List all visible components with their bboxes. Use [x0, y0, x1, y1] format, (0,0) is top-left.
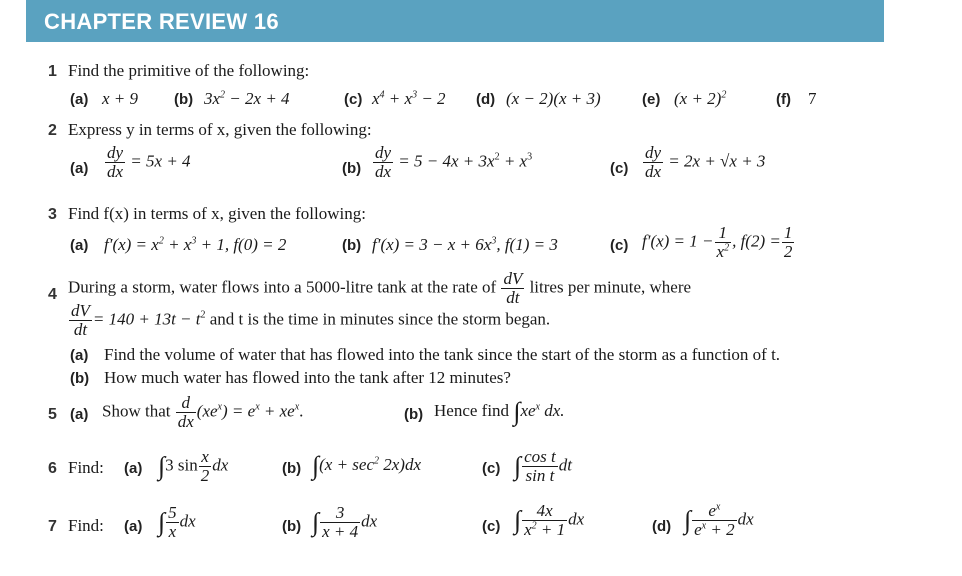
q4-b-text: How much water has flowed into the tank after 12 minutes?	[104, 368, 511, 387]
q6-b-expr: $\int(x + \sec^2 2x)dx$	[312, 451, 422, 480]
q4-a-label: (a)	[70, 347, 89, 364]
q2-number: 2	[48, 122, 57, 139]
q7-b-label: (b)	[282, 518, 302, 535]
q5-b-expr: Hence find $\int xe^x$ dx.	[434, 397, 565, 426]
q3-b-label: (b)	[342, 237, 362, 254]
q6-find: Find:	[68, 458, 104, 477]
q2-b-label: (b)	[342, 160, 362, 177]
q7-find: Find:	[68, 516, 104, 535]
q1-f-label: (f)	[776, 91, 791, 108]
q7-c-expr: ∫ $\frac{4x}{x^2 + 1}$ dx	[514, 501, 585, 539]
q7-d-expr: ∫ $\frac{e^x}{e^x + 2}$ dx	[684, 501, 754, 539]
q1-f-expr: 7	[808, 89, 817, 108]
q1-b-expr: $3x^2 - 2x + 4$	[204, 89, 290, 108]
q2-c-expr: $\frac{dy}{dx}$ = 2x + √x + 3	[645, 143, 766, 181]
q3-c-label: (c)	[610, 237, 629, 254]
q6-number: 6	[48, 460, 57, 477]
q2-c-label: (c)	[610, 160, 629, 177]
q7-d-label: (d)	[652, 518, 672, 535]
q5-b-label: (b)	[404, 406, 424, 423]
q4-line1: During a storm, water flows into a 5000-litre tank at the rate of $\frac{dV}{dt}$ litres per minute, where	[68, 269, 692, 307]
q3-number: 3	[48, 206, 57, 223]
q3-c-expr: f′(x) = 1 − $\frac{1}{x^2}$ , f(2) = $\frac{1}{2}$	[642, 223, 793, 261]
q5-number: 5	[48, 406, 57, 423]
q1-e-label: (e)	[642, 91, 661, 108]
q1-d-label: (d)	[476, 91, 496, 108]
q7-a-expr: ∫ $\frac{5}{x}$ dx	[158, 503, 196, 541]
q6-b-label: (b)	[282, 460, 302, 477]
q7-number: 7	[48, 518, 57, 535]
q1-d-expr: (x − 2)(x + 3)	[506, 89, 601, 108]
q1-a-label: (a)	[70, 91, 89, 108]
q2-a-label: (a)	[70, 160, 89, 177]
q1-c-label: (c)	[344, 91, 363, 108]
q2-b-expr: $\frac{dy}{dx}$ = $5 - 4x + 3x^2 + x^3$	[375, 143, 533, 181]
q4-b-label: (b)	[70, 370, 90, 387]
q6-c-label: (c)	[482, 460, 501, 477]
q6-a-label: (a)	[124, 460, 143, 477]
q2-text: Express y in terms of x, given the following:	[68, 120, 372, 139]
q7-c-label: (c)	[482, 518, 501, 535]
q3-b-expr: $f'(x) = 3 - x + 6x^3$, f(1) = 3	[372, 235, 558, 254]
integral-sign: ∫	[513, 397, 521, 426]
q1-number: 1	[48, 63, 57, 80]
q3-a-label: (a)	[70, 237, 89, 254]
q3-text: Find f(x) in terms of x, given the following:	[68, 204, 366, 223]
q6-c-expr: ∫ $\frac{\text{cos t}}{\text{sin t}}$ dt	[514, 447, 572, 485]
q6-a-expr: ∫3 sin $\frac{x}{2}$ dx	[158, 447, 229, 485]
q3-a-expr: $f'(x) = x^2 + x^3 + 1$, f(0) = 2	[104, 235, 287, 254]
q1-text: Find the primitive of the following:	[68, 61, 310, 80]
q4-number: 4	[48, 286, 57, 303]
q1-e-expr: $(x + 2)^2$	[674, 89, 727, 108]
q5-a-label: (a)	[70, 406, 89, 423]
q5-a-expr: Show that $\frac{d}{dx}$ $(xe^x) = e^x + xe^x$.	[102, 393, 304, 431]
chapter-header	[26, 0, 884, 42]
q1-b-label: (b)	[174, 91, 194, 108]
chapter-title: CHAPTER REVIEW 16	[44, 9, 279, 34]
q7-a-label: (a)	[124, 518, 143, 535]
q4-a-text: Find the volume of water that has flowed into the tank since the start of the storm as a function of t.	[104, 345, 781, 364]
q2-a-expr: $\frac{dy}{dx}$ = 5x + 4	[107, 143, 191, 181]
q7-b-expr: ∫ $\frac{3}{x + 4}$ dx	[312, 503, 378, 541]
q1-c-expr: $x^4 + x^3 - 2$	[372, 89, 446, 108]
q1-a-expr: x + 9	[102, 89, 139, 108]
q4-line2: $\frac{dV}{dt}$ = $140 + 13t - t^2$ and t is the time in minutes since the storm began.	[71, 301, 551, 339]
